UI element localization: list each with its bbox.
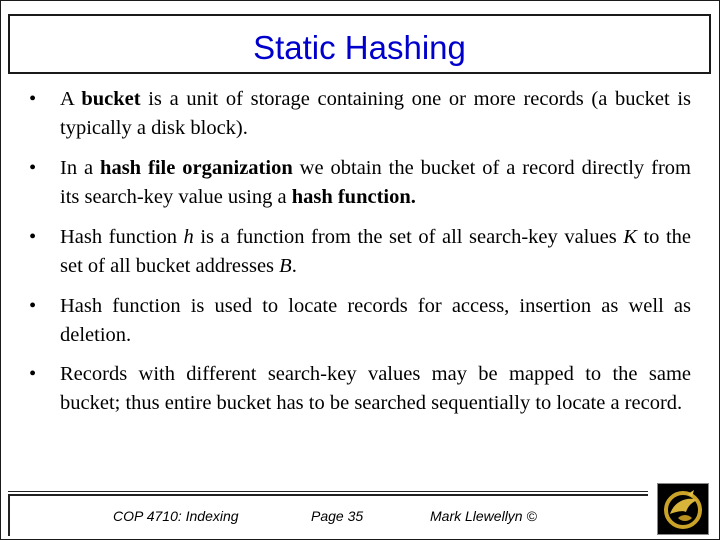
bullet-item [29,154,691,212]
bullet-item [29,223,691,281]
footer-author: Mark Llewellyn © [430,508,537,524]
bold-term: hash file organization [100,157,293,179]
bullet-text [60,295,691,346]
bullet-text [60,363,691,414]
bullet-text [60,88,691,139]
bold-term: hash function. [291,186,416,208]
italic-symbol: B [279,255,292,277]
text-run: A [60,88,82,110]
footer-course: COP 4710: Indexing [113,508,239,524]
bullet-marker: • [29,226,37,248]
text-run: . [291,255,297,277]
footer-page-number: Page 35 [311,508,364,524]
bold-term: bucket [81,88,141,110]
bullet-item [29,292,691,350]
footer-left-border [8,494,10,536]
italic-symbol: h [183,226,194,248]
text-run: we obtain the bucket of a record directly from its search-key value using a [60,157,691,208]
bullet-item [29,360,691,418]
ucf-pegasus-logo-icon [657,483,709,535]
text-run: Hash function [60,226,184,248]
text-run: In a [60,157,101,179]
text-run: Records with different search-key values may be mapped to the same bucket; thus entire bucket has to be searched sequentially to locate a record. [60,363,691,414]
text-run: Hash function is used to locate records for access, insertion as well as deletion. [60,295,691,346]
logo-graphic [658,484,708,534]
slide-title: Static Hashing [253,29,466,66]
bullet-text [60,226,691,277]
bullet-list [29,85,691,429]
text-run: to the set of all bucket addresses [60,226,692,277]
bullet-marker: • [29,363,37,385]
italic-symbol: K [623,226,637,248]
bullet-marker: • [29,295,37,317]
footer-rule [8,491,648,492]
bullet-item [29,85,691,143]
text-run: is a function from the set of all search-key values [193,226,624,248]
title-box [8,14,711,74]
footer-rule-thick [8,494,648,496]
text-run: is a unit of storage containing one or more records (a bucket is typically a disk block). [60,88,691,139]
bullet-text [60,157,691,208]
bullet-marker: • [29,88,37,110]
bullet-marker: • [29,157,37,179]
